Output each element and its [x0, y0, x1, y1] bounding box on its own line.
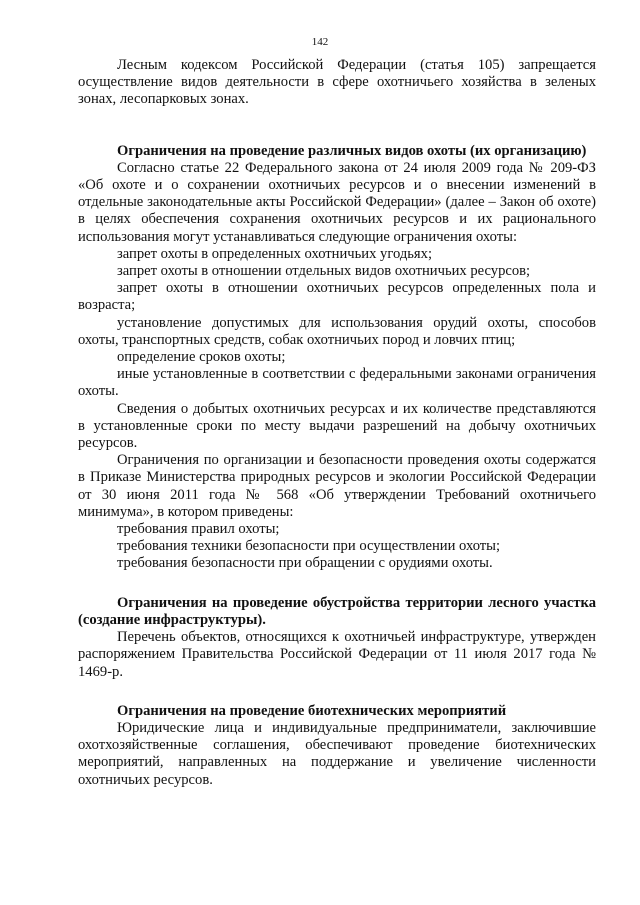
heading-hunting-restrictions: Ограничения на проведение различных видов охоты (их организацию) — [117, 142, 587, 159]
list-item: требования правил охоты; — [117, 521, 280, 538]
heading-biotechnical: Ограничения на проведение биотехнических мероприятий — [117, 702, 507, 719]
spacer — [78, 109, 596, 143]
heading-infrastructure: Ограничения на проведение обустройства территории лесного участка (создание инфраструктуры). — [78, 594, 596, 628]
paragraph-forest-code: Лесным кодексом Российской Федерации (статья 105) запрещается осуществление видов деятельности в сфере охотничьего хозяйства в зеленых зонах, лесопарковых зонах. — [78, 57, 596, 108]
requirements-list — [78, 521, 596, 573]
list-item: иные установленные в соответствии с федеральными законами ограничения охоты. — [78, 366, 596, 400]
list-item: запрет охоты в отношении отдельных видов охотничьих ресурсов; — [117, 263, 531, 280]
list-item: установление допустимых для использования орудий охоты, способов охоты, транспортных средств, собак охотничьих пород и ловчих птиц; — [78, 314, 596, 348]
list-item: запрет охоты в определенных охотничьих угодьях; — [117, 245, 432, 262]
spacer — [78, 681, 596, 703]
paragraph-harvest-reporting: Сведения о добытых охотничьих ресурсах и их количестве представляются в установленные сроки по месту выдачи разрешений на добычу охотничьих ресурсов. — [78, 400, 596, 452]
list-item: определение сроков охоты; — [117, 349, 286, 366]
spacer — [78, 573, 596, 595]
paragraph-hunting-law: Согласно статье 22 Федерального закона от 24 июля 2009 года № 209-ФЗ «Об охоте и о сохранении охотничьих ресурсов и о внесении изменений в отдельные законодательные акты Российской Федерации» (далее – Закон об охоте) в целях обеспечения сохранения охотничьих ресурсов и их рационального использования могут устанавливаться следующие ограничения охоты: — [78, 159, 596, 245]
restrictions-list — [78, 246, 596, 401]
list-item: требования техники безопасности при осуществлении охоты; — [117, 538, 501, 555]
paragraph-infrastructure-list: Перечень объектов, относящихся к охотничьей инфраструктуре, утвержден распоряжением Правительства Российской Федерации от 11 июля 2017 года № 1469-р. — [78, 629, 596, 680]
list-item: запрет охоты в отношении охотничьих ресурсов определенных пола и возраста; — [78, 280, 596, 314]
page-number: 142 — [311, 36, 329, 48]
paragraph-safety-order: Ограничения по организации и безопасности проведения охоты содержатся в Приказе Министерства природных ресурсов и экологии Российской Федерации от 30 июня 2011 года № 568 «Об утверждении Требований охотничьего минимума», в котором приведены: — [78, 452, 596, 520]
list-item: требования безопасности при обращении с орудиями охоты. — [117, 555, 493, 572]
page-body — [78, 57, 596, 789]
paragraph-biotechnical: Юридические лица и индивидуальные предприниматели, заключившие охотхозяйственные соглашения, обеспечивают проведение биотехнических мероприятий, направленных на поддержание и увеличение численности охотничьих ресурсов. — [78, 719, 596, 788]
